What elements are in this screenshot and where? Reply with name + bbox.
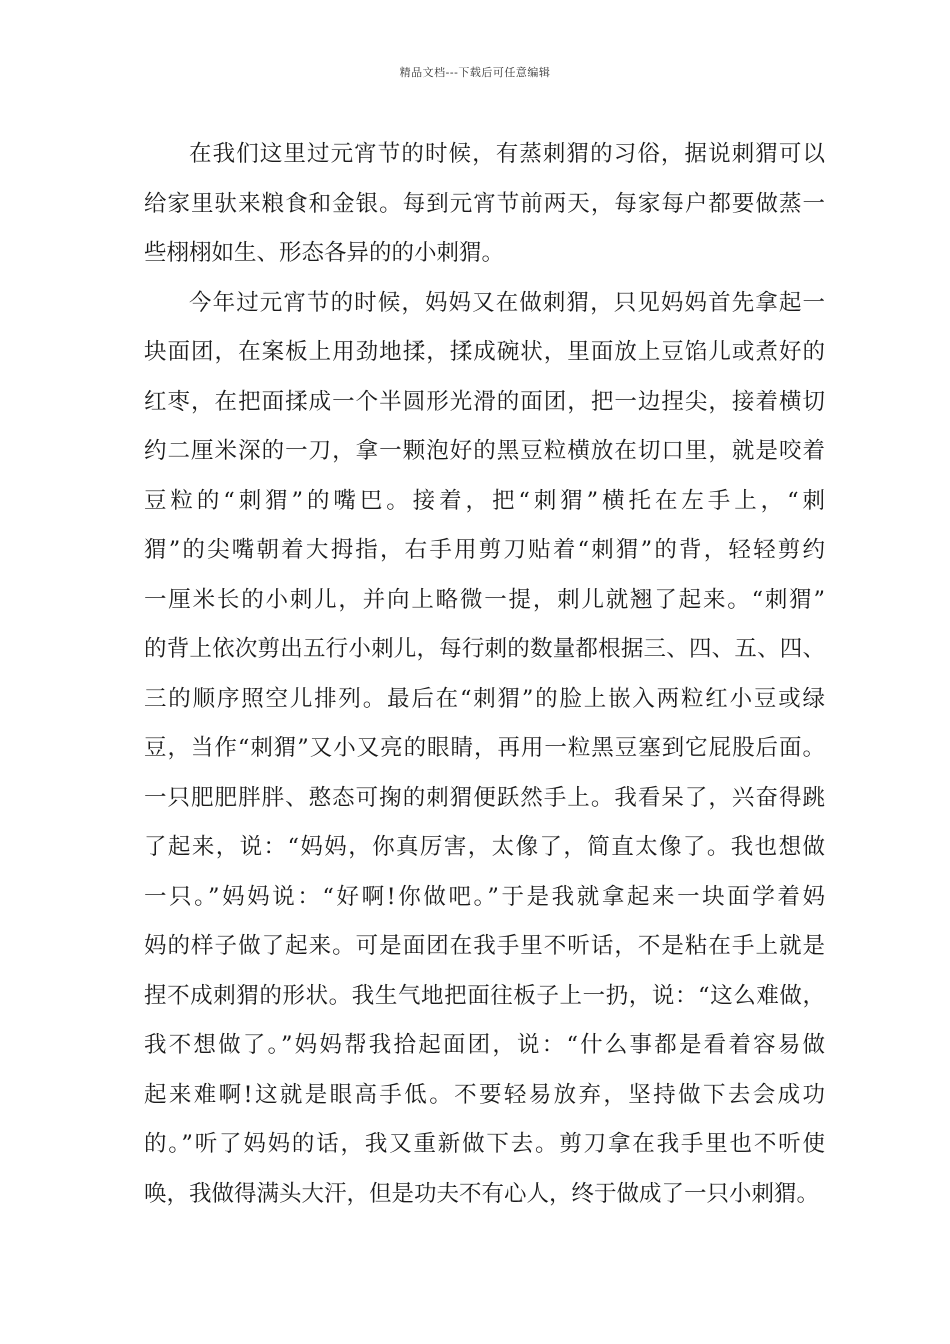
text-line: 约二厘米深的一刀，拿一颗泡好的黑豆粒横放在切口里，就是咬着 bbox=[144, 438, 825, 464]
text-line: 捏不成刺猬的形状。我生气地把面往板子上一扔，说：“这么难做， bbox=[144, 982, 825, 1009]
text-line: 三的顺序照空儿排列。最后在“刺猬”的脸上嵌入两粒红小豆或绿 bbox=[144, 685, 825, 712]
text-line: 的。”听了妈妈的话，我又重新做下去。剪刀拿在我手里也不听使 bbox=[144, 1131, 825, 1157]
text-line: 红枣，在把面揉成一个半圆形光滑的面团，把一边捏尖，接着横切 bbox=[144, 388, 825, 415]
paragraph-2 bbox=[144, 279, 825, 1220]
text-line: 一厘米长的小刺儿，并向上略微一提，刺儿就翘了起来。“刺猬” bbox=[144, 586, 825, 613]
text-line: 猬”的尖嘴朝着大拇指，右手用剪刀贴着“刺猬”的背，轻轻剪约 bbox=[144, 537, 825, 563]
text-line: 豆粒的“刺猬”的嘴巴。接着，把“刺猬”横托在左手上，“刺 bbox=[144, 487, 825, 514]
text-line: 唤，我做得满头大汗，但是功夫不有心人，终于做成了一只小刺猬。 bbox=[144, 1180, 820, 1207]
text-line: 起来难啊!这就是眼高手低。不要轻易放弃，坚持做下去会成功 bbox=[144, 1081, 825, 1108]
text-line: 今年过元宵节的时候，妈妈又在做刺猬，只见妈妈首先拿起一 bbox=[189, 289, 825, 316]
text-line: 在我们这里过元宵节的时候，有蒸刺猬的习俗，据说刺猬可以 bbox=[189, 141, 825, 167]
text-line: 了起来，说：“妈妈，你真厉害，太像了，简直太像了。我也想做 bbox=[144, 834, 825, 860]
text-line: 些栩栩如生、形态各异的的小刺猬。 bbox=[144, 240, 505, 266]
paragraph-1 bbox=[144, 130, 825, 279]
text-line: 豆，当作“刺猬”又小又亮的眼睛，再用一粒黑豆塞到它屁股后面。 bbox=[144, 735, 825, 761]
text-line: 的背上依次剪出五行小刺儿，每行刺的数量都根据三、四、五、四、 bbox=[144, 636, 825, 662]
text-line: 一只。”妈妈说：“好啊!你做吧。”于是我就拿起来一块面学着妈 bbox=[144, 883, 825, 910]
page-header: 精品文档---下载后可任意编辑 bbox=[399, 66, 551, 79]
text-line: 妈的样子做了起来。可是面团在我手里不听话，不是粘在手上就是 bbox=[144, 933, 825, 959]
text-line: 一只肥肥胖胖、憨态可掬的刺猬便跃然手上。我看呆了，兴奋得跳 bbox=[144, 784, 825, 811]
text-line: 我不想做了。”妈妈帮我拾起面团，说：“什么事都是看着容易做 bbox=[144, 1032, 825, 1058]
text-line: 给家里驮来粮食和金银。每到元宵节前两天，每家每户都要做蒸一 bbox=[144, 190, 825, 217]
text-line: 块面团，在案板上用劲地揉，揉成碗状，里面放上豆馅儿或煮好的 bbox=[144, 339, 825, 365]
document-body bbox=[144, 130, 825, 1219]
